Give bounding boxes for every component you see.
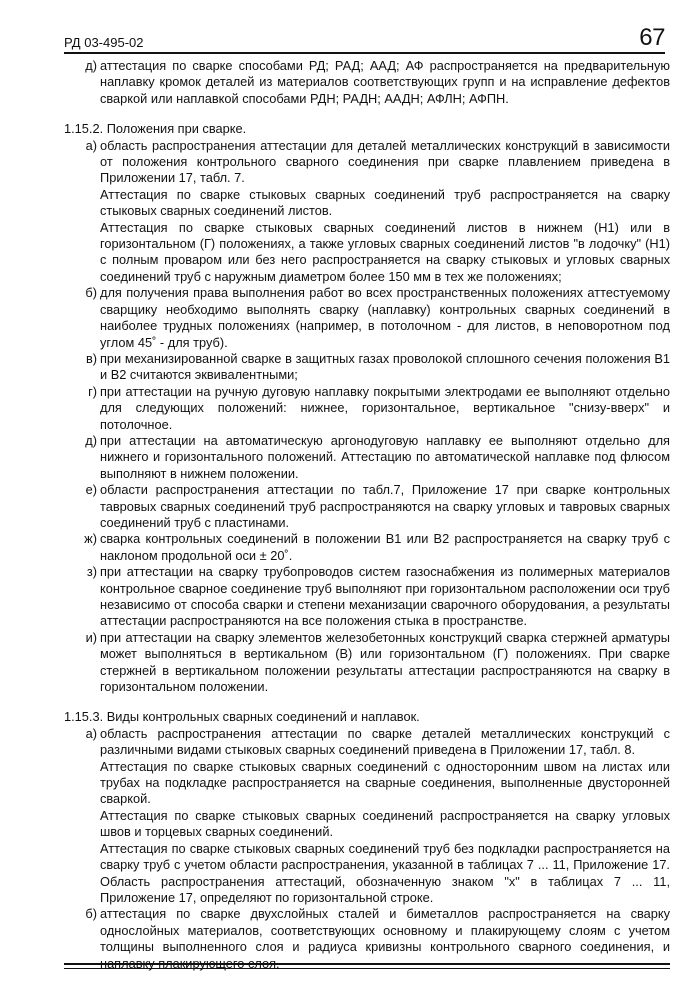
item-label: а) [85,725,97,741]
item-paragraph: Аттестация по сварке стыковых сварных соединений труб без подкладки распространяется на сварку труб с учетом области распространения, указанной в таблицах 7 ... 11, Приложение 17. Область распространения аттестаций, обозначенную знаком "х" в таблицах 7 ... 11, Приложение 17, определяют по горизонтальной строке. [100,840,670,905]
item-paragraph: сварка контрольных соединений в положении В1 или В2 распространяется на сварку труб с наклоном продольной оси ± 20˚. [100,531,670,563]
item-paragraph: при аттестации на сварку трубопроводов систем газоснабжения из полимерных материалов контрольное сварное соединение труб выполняют при горизонтальном расположении оси труб независимо от способа сварки и степени механизации сварочного оборудования, а результаты аттестации распространяются на все положения стыка в пространстве. [100,564,670,629]
list-item [64,726,670,906]
document-code: РД 03-495-02 [64,35,144,50]
item-paragraph: область распространения аттестации по сварке деталей металлических конструкций с различными видами стыковых сварных соединений приведена в Приложении 17, табл. 8. [100,725,670,758]
section-1-15-3-items [64,726,670,972]
item-paragraph: при механизированной сварке в защитных газах проволокой сплошного сечения положения В1 и В2 считаются эквивалентными; [100,350,670,383]
section-heading-1-15-3: 1.15.3. Виды контрольных сварных соединений и наплавок. [64,709,420,725]
item-label: е) [85,482,97,498]
list-item [64,58,670,107]
item-paragraph: область распространения аттестации для деталей металлических конструкций в зависимости от положения контрольного сварного соединения при сварке плавлением приведена в Приложении 17, табл. 7. [100,137,670,186]
page-header [64,24,665,54]
list-item [64,138,670,286]
item-label: ж) [84,531,97,547]
item-label: и) [85,629,97,645]
list-item [64,351,670,384]
item-paragraph: при аттестации на ручную дуговую наплавку покрытыми электродами ее выполняют отдельно для следующих положений: нижнее, горизонтальное, вертикальное "снизу-вверх" и потолочное. [100,383,670,432]
item-paragraph: Аттестация по сварке стыковых сварных соединений распространяется на сварку угловых швов и торцевых сварных соединений. [100,807,670,840]
item-label: в) [85,350,97,366]
list-item [64,384,670,433]
page-number: 67 [639,24,665,51]
footer-rule [64,963,670,965]
item-label: д) [85,58,97,73]
item-paragraph: области распространения аттестации по табл.7, Приложение 17 при сварке контрольных тавровых сварных соединений труб распространяются на сварку угловых и тавровых сварных соединений труб с пластинами. [100,482,670,530]
item-paragraph: при аттестации на сварку элементов железобетонных конструкций сварка стержней арматуры может выполняться в вертикальном (В) или горизонтальном (Г) положениях. При сварке стержней в вертикальном положении результаты аттестации распространяются на сварку в горизонтальном положении. [100,629,670,695]
list-item [64,630,670,696]
section-heading-1-15-2: 1.15.2. Положения при сварке. [64,121,247,137]
item-text: аттестация по сварке способами РД; РАД; ААД; АФ распространяется на предварительную наплавку кромок деталей из материалов соответствующих групп и на исправление дефектов сваркой или наплавкой способами РДН; РАДН; ААДН; АФЛН; АФПН. [100,58,670,106]
item-label: а) [85,137,97,153]
item-label: д) [85,432,97,448]
item-label: б) [85,906,97,922]
list-item [64,531,670,564]
item-paragraph: аттестация по сварке двухслойных сталей и биметаллов распространяется на сварку однослойных материалов, соответствующих основному и плакирующему слоям с учетом толщины выполненного слоя и радиуса кривизны контрольного сварного соединения, и наплавку плакирующего слоя. [100,906,670,971]
list-item [64,285,670,351]
item-label: г) [88,383,97,399]
list-item [64,564,670,630]
item-paragraph: при аттестации на автоматическую аргонодуговую наплавку ее выполняют отдельно для нижнего и горизонтального положений. Аттестацию по автоматической наплавке под флюсом выполняют в нижнем положении. [100,432,670,481]
item-paragraph: Аттестация по сварке стыковых сварных соединений с односторонним швом на листах или трубах на подкладке распространяется на сварные соединения, выполненные двусторонней сваркой. [100,758,670,807]
item-paragraph: Аттестация по сварке стыковых сварных соединений труб распространяется на сварку стыковых сварных соединений листов. [100,186,670,219]
item-label: б) [85,285,97,301]
section-1-15-2-items [64,138,670,696]
item-paragraph: Аттестация по сварке стыковых сварных соединений листов в нижнем (Н1) или в горизонтальном (Г) положениях, а также угловых сварных соединений листов "в лодочку" (Н1) с полным проваром или без него распространяется на сварку стыковых и угловых сварных соединений труб с наружным диаметром более 150 мм в тех же положениях; [100,219,670,284]
item-label: з) [86,564,97,580]
list-item [64,482,670,531]
page-content [64,58,670,972]
list-item [64,433,670,482]
footer-rule-thin [64,968,670,969]
item-paragraph: для получения права выполнения работ во всех пространственных положениях аттестуемому сварщику необходимо выполнять сварку (наплавку) контрольных сварных соединений в наиболее трудных положениях (например, в потолочном - для листов, в неповоротном под углом 45˚ - для труб). [100,285,670,350]
